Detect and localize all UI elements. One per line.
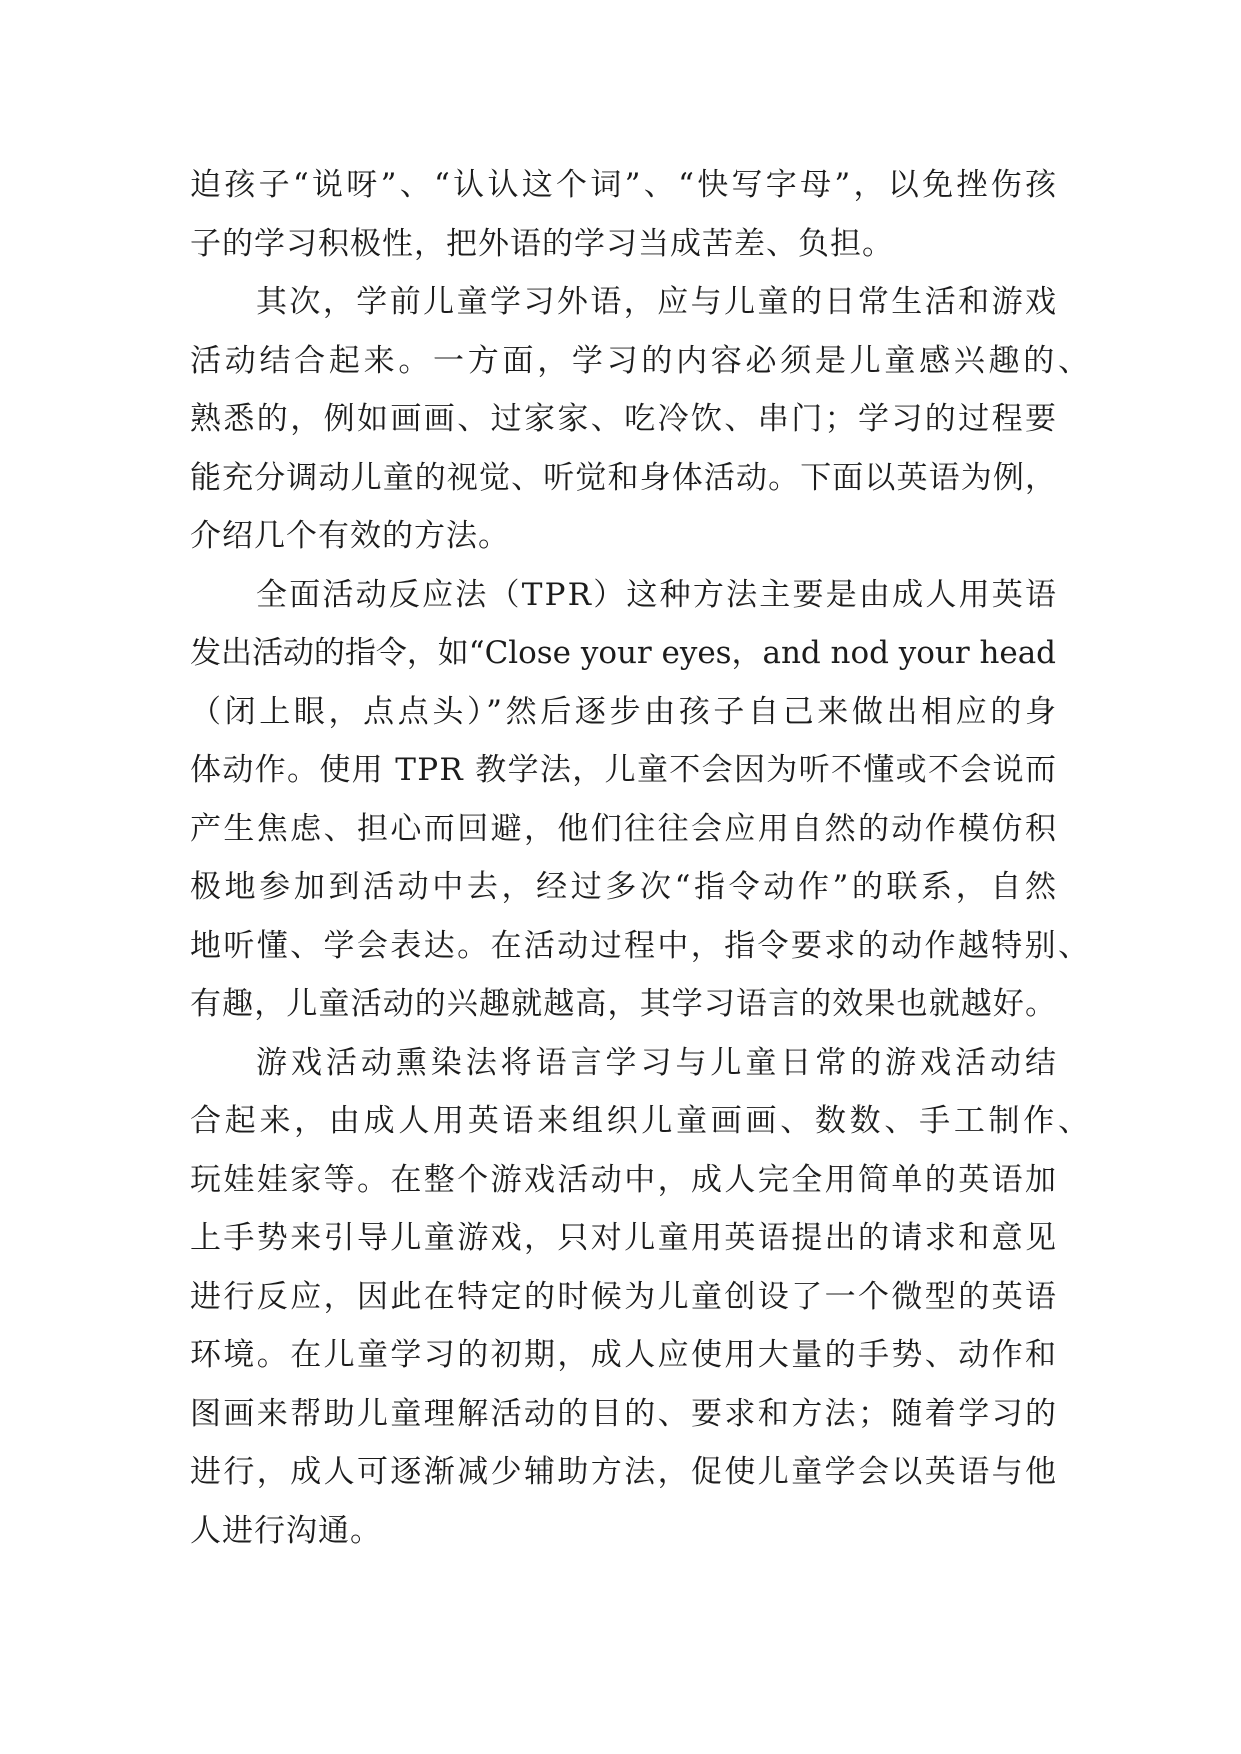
line-text: 活动结合起来。一方面，学习的内容必须是儿童感兴趣的、 [190,342,1093,379]
text-line [190,332,1093,391]
text-line [190,1385,1059,1444]
paragraph [190,156,1060,273]
line-text: 全面活动反应法（TPR）这种方法主要是由成人用英语 [256,576,1059,613]
text-line [190,215,1056,274]
text-line [190,156,1060,215]
line-text: 游戏活动熏染法将语言学习与儿童日常的游戏活动结 [256,1044,1060,1081]
line-text: 环境。在儿童学习的初期，成人应使用大量的手势、动作和 [190,1337,1059,1373]
document-body [190,156,1093,1560]
line-text: （闭上眼，点点头）”然后逐步由孩子自己来做出相应的身 [190,693,1060,730]
line-text: 产生焦虑、担心而回避，他们往往会应用自然的动作模仿积 [190,810,1059,847]
line-text: 有趣，儿童活动的兴趣就越高，其学习语言的效果也就越好。 [190,986,1058,1022]
line-text: 迫孩子“说呀”、“认认这个词”、“快写字母”，以免挫伤孩 [190,167,1060,203]
line-text: 图画来帮助儿童理解活动的目的、要求和方法；随着学习的 [190,1395,1059,1432]
text-line [190,1092,1093,1151]
text-line [190,1443,1059,1502]
text-line [190,800,1059,859]
line-text: 体动作。使用 TPR 教学法，儿童不会因为听不懂或不会说而 [190,752,1058,788]
paragraph [190,273,1093,566]
text-line [190,858,1060,917]
text-line [190,1502,1056,1561]
text-line [190,624,1056,683]
line-text: 进行，成人可逐渐减少辅助方法，促使儿童学会以英语与他 [190,1454,1059,1490]
text-line [190,566,1059,625]
text-line [190,1268,1059,1327]
line-text: 其次，学前儿童学习外语，应与儿童的日常生活和游戏 [256,284,1059,320]
text-line [190,507,1056,566]
text-line [190,917,1092,976]
text-line [190,1209,1059,1268]
text-line [190,1151,1059,1210]
line-text: 能充分调动儿童的视觉、听觉和身体活动。下面以英语为例， [190,459,1058,496]
text-line [190,975,1056,1034]
line-text: 上手势来引导儿童游戏，只对儿童用英语提出的请求和意见 [190,1220,1059,1256]
line-text: 子的学习积极性，把外语的学习当成苦差、负担。 [190,225,894,262]
line-text: 地听懂、学会表达。在活动过程中，指令要求的动作越特别、 [190,927,1092,964]
line-text: 介绍几个有效的方法。 [190,518,510,554]
line-text: 发出活动的指令，如“Close your eyes，and nod your head [190,635,1056,671]
text-line [190,683,1060,742]
text-line [190,741,1056,800]
line-text: 玩娃娃家等。在整个游戏活动中，成人完全用简单的英语加 [190,1161,1059,1198]
line-text: 合起来，由成人用英语来组织儿童画画、数数、手工制作、 [190,1103,1093,1139]
text-line [190,1326,1059,1385]
text-line [190,390,1059,449]
line-text: 进行反应，因此在特定的时候为儿童创设了一个微型的英语 [190,1278,1059,1315]
line-text: 极地参加到活动中去，经过多次“指令动作”的联系，自然 [190,869,1060,905]
paragraph [190,1034,1093,1561]
line-text: 熟悉的，例如画画、过家家、吃冷饮、串门；学习的过程要 [190,401,1059,437]
text-line [190,273,1059,332]
line-text: 人进行沟通。 [190,1512,382,1549]
paragraph [190,566,1092,1034]
text-line [190,1034,1060,1093]
text-line [190,449,1056,508]
